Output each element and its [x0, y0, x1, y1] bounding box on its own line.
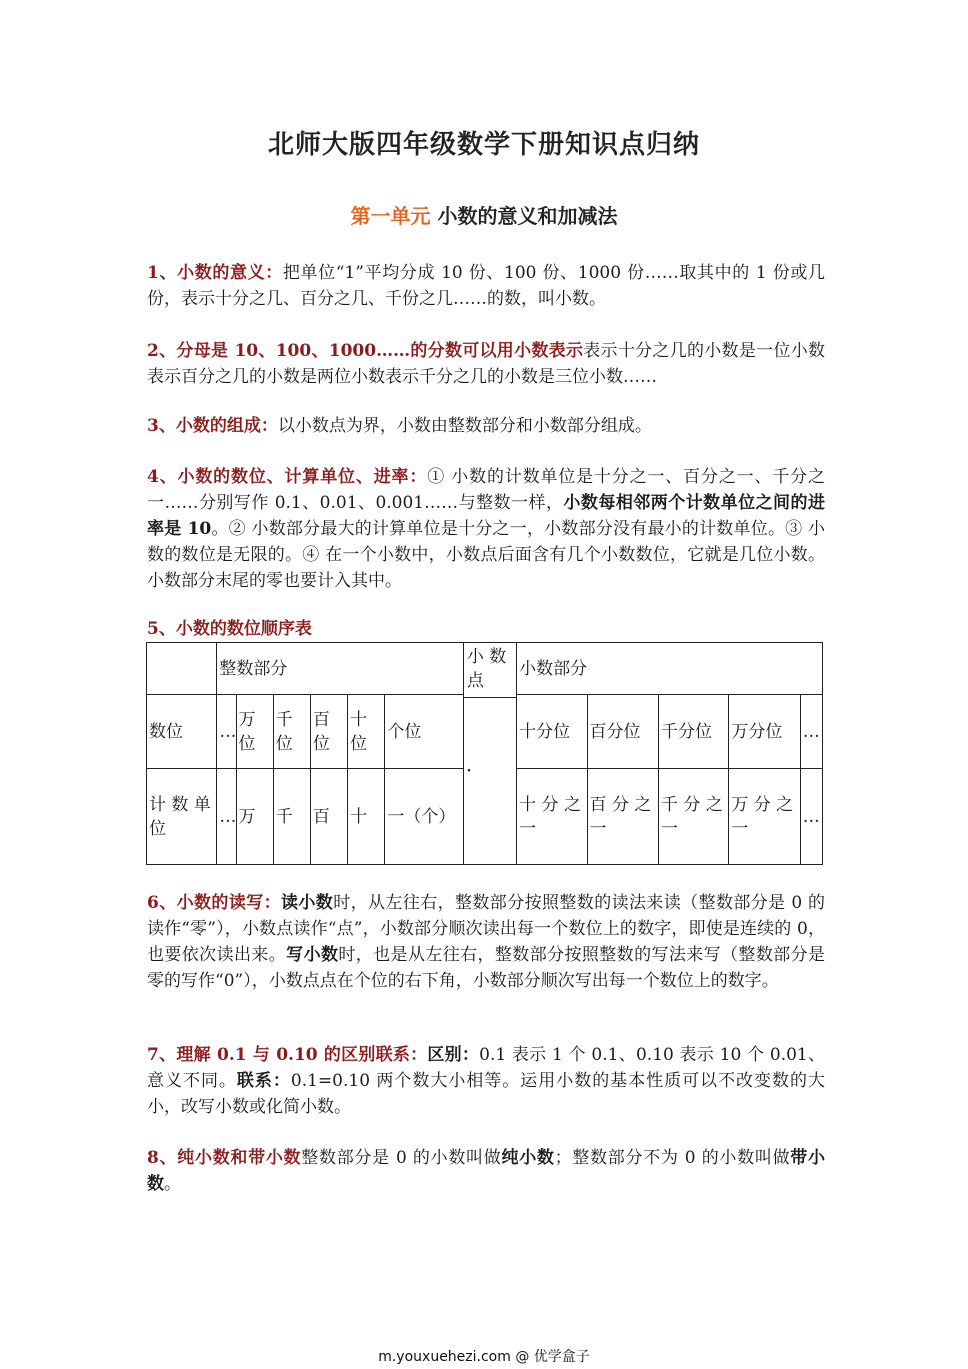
- point-8-text-b: ；整数部分不为 0 的小数叫做: [554, 1148, 791, 1168]
- point-4-bold: 小数每相邻两个计数单位之间的进率是 10: [147, 493, 825, 539]
- point-7-bold-b: 联系：: [236, 1071, 291, 1091]
- int-unit-ellipsis: …: [217, 769, 236, 865]
- footer-watermark: m.youxuehezi.com @ 优学盒子: [378, 1349, 590, 1365]
- point-3-head: 3、小数的组成：: [147, 416, 278, 436]
- page-title: 北师大版四年级数学下册知识点归纳: [267, 130, 700, 160]
- unit-shi: 十: [348, 769, 385, 865]
- point-7: [147, 1042, 825, 1120]
- point-4-text-b: 。② 小数部分最大的计算单位是十分之一，小数部分没有最小的计数单位。③ 小数的数位是无限的。④ 在一个小数中，小数点后面含有几个小数数位，它就是几位小数。小数部分末尾的零也要计入其中。: [147, 519, 826, 591]
- place-value-table: [146, 642, 823, 865]
- place-wan: 万 位: [236, 695, 273, 769]
- dec-place-ellipsis: …: [800, 695, 822, 769]
- place-thousandths: 千分位: [658, 695, 728, 769]
- point-7-head: 7、理解 0.1 与 0.10 的区别联系：: [147, 1045, 428, 1065]
- point-1-text: 把单位“1”平均分成 10 份、100 份、1000 份……取其中的 1 份或几份，表示十分之几、百分之几、千份之几……的数，叫小数。: [147, 263, 825, 309]
- point-3: [147, 413, 825, 439]
- decimal-point-column: [463, 643, 516, 865]
- point-2-head: 2、分母是 10、100、1000……的分数可以用小数表示: [147, 341, 584, 361]
- point-5: [147, 616, 825, 642]
- decimal-part-header: 小数部分: [517, 643, 823, 695]
- unit-ge: 一（个）: [385, 769, 464, 865]
- place-bai: 百 位: [310, 695, 347, 769]
- point-8-text-a: 整数部分是 0 的小数叫做: [301, 1148, 502, 1168]
- point-3-text: 以小数点为界，小数由整数部分和小数部分组成。: [277, 416, 652, 436]
- point-2: [147, 338, 825, 390]
- place-ge: 个位: [385, 695, 464, 769]
- point-7-text-b: 0.1=0.10 两个数大小相等。运用小数的基本性质可以不改变数的大小，改写小数或化简小数。: [147, 1071, 825, 1117]
- corner-cell: [147, 643, 217, 695]
- unit-bai: 百: [310, 769, 347, 865]
- point-2-text: 表示十分之几的小数是一位小数表示百分之几的小数是两位小数表示千分之几的小数是三位小数……: [147, 341, 825, 387]
- decimal-point-label: 小 数 点: [464, 645, 516, 698]
- unit-thousandths: 千 分 之 一: [658, 769, 728, 865]
- point-7-bold-a: 区别：: [427, 1045, 480, 1065]
- row-label-place: 数位: [147, 695, 217, 769]
- int-place-ellipsis: …: [217, 695, 236, 769]
- unit-name: 小数的意义和加减法: [437, 204, 618, 228]
- point-6-text-b: 时，也是从左往右，整数部分按照整数的写法来写（整数部分是零的写作“0”），小数点点在个位的右下角，小数部分顺次写出每一个数位上的数字。: [147, 945, 826, 991]
- decimal-point-dot: ·: [465, 758, 473, 782]
- unit-wan: 万: [236, 769, 273, 865]
- unit-hundredths: 百 分 之 一: [587, 769, 658, 865]
- point-6-bold-a: 读小数: [281, 893, 334, 913]
- point-1-head: 1、小数的意义：: [147, 263, 283, 283]
- place-shi: 十 位: [348, 695, 385, 769]
- place-ten-thousandths: 万分位: [729, 695, 800, 769]
- place-hundredths: 百分位: [587, 695, 658, 769]
- point-8-bold-b: 带小数: [147, 1148, 826, 1194]
- place-qian: 千 位: [273, 695, 310, 769]
- point-1: [147, 260, 825, 312]
- point-4: [147, 464, 825, 594]
- point-5-head: 5、小数的数位顺序表: [147, 619, 312, 639]
- point-7-text-a: 0.1 表示 1 个 0.1、0.10 表示 10 个 0.01、意义不同。: [147, 1045, 826, 1091]
- unit-heading: [0, 200, 968, 229]
- point-6-bold-b: 写小数: [286, 945, 339, 965]
- point-6: [147, 890, 825, 994]
- unit-tenths: 十 分 之 一: [517, 769, 587, 865]
- unit-label: 第一单元: [350, 204, 431, 228]
- point-6-head: 6、小数的读写：: [147, 893, 282, 913]
- unit-ten-thousandths: 万 分 之 一: [729, 769, 800, 865]
- point-6-text-a: 时，从左往右，整数部分按照整数的读法来读（整数部分是 0 的读作“零”），小数点读作“点”，小数部分顺次读出每一个数位上的数字，即使是连续的 0，也要依次读出来。: [147, 893, 825, 965]
- row-label-unit: 计 数 单 位: [147, 769, 217, 865]
- point-8-bold-a: 纯小数: [501, 1148, 555, 1168]
- point-8-text-c: 。: [164, 1174, 181, 1194]
- unit-qian: 千: [273, 769, 310, 865]
- point-4-text-a: ① 小数的计数单位是十分之一、百分之一、千分之一……分别写作 0.1、0.01、0.001……与整数一样，: [147, 467, 825, 513]
- place-tenths: 十分位: [517, 695, 587, 769]
- point-8: [147, 1145, 825, 1197]
- integer-part-header: 整数部分: [217, 643, 463, 695]
- point-4-head: 4、小数的数位、计算单位、进率：: [147, 467, 428, 487]
- dec-unit-ellipsis: …: [800, 769, 822, 865]
- point-8-head: 8、纯小数和带小数: [147, 1148, 302, 1168]
